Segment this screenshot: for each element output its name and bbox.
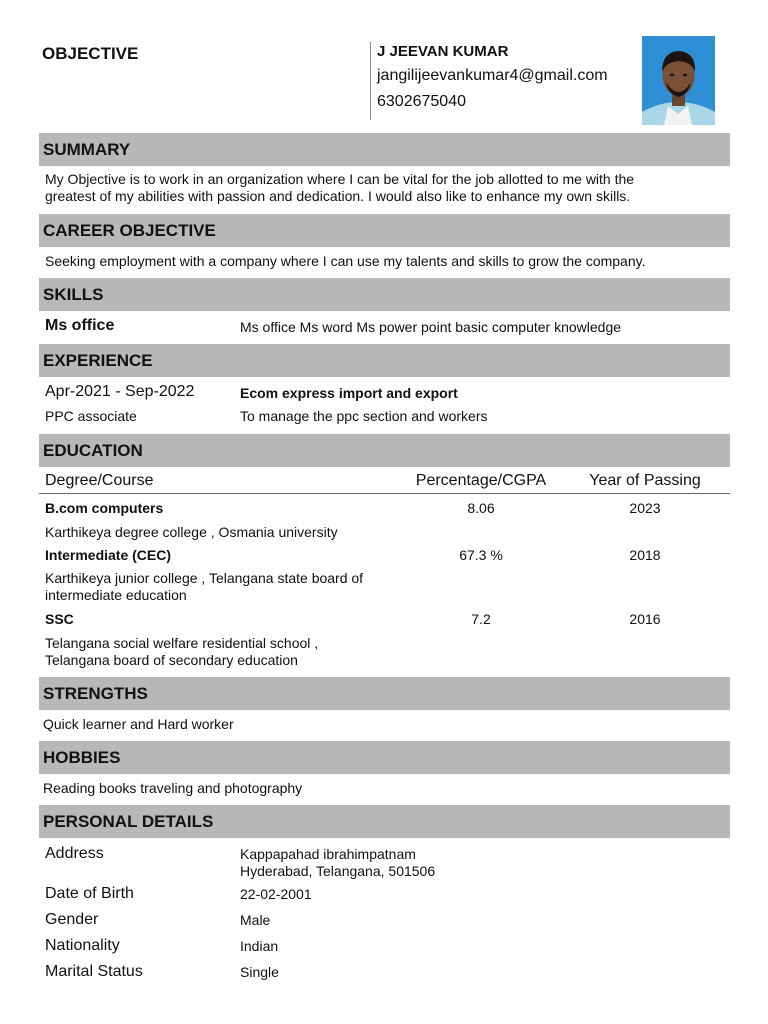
address-line-2: Hyderabad, Telangana, 501506 <box>240 863 436 879</box>
marital-status-value: Single <box>240 964 279 980</box>
candidate-name: J JEEVAN KUMAR <box>377 43 509 60</box>
candidate-phone: 6302675040 <box>377 93 466 110</box>
career-objective-heading: CAREER OBJECTIVE <box>39 214 730 247</box>
education-institution-line-1: Karthikeya junior college , Telangana state board of <box>45 570 364 586</box>
education-percentage: 8.06 <box>467 500 495 516</box>
education-degree: SSC <box>45 611 74 627</box>
experience-role: PPC associate <box>45 408 137 424</box>
profile-photo <box>642 36 715 125</box>
education-year: 2023 <box>629 500 661 516</box>
education-year: 2018 <box>629 547 661 563</box>
career-objective-text: Seeking employment with a company where I can use my talents and skills to grow the company. <box>45 253 646 269</box>
gender-value: Male <box>240 912 271 928</box>
summary-heading: SUMMARY <box>39 133 730 166</box>
education-institution-line-1: Karthikeya degree college , Osmania university <box>45 524 338 540</box>
education-year: 2016 <box>629 611 661 627</box>
strengths-heading: STRENGTHS <box>39 677 730 710</box>
education-institution-line-2: intermediate education <box>45 587 187 603</box>
education-degree: Intermediate (CEC) <box>45 547 172 563</box>
summary-text-line-1: My Objective is to work in an organization where I can be vital for the job allotted to me with the <box>45 171 635 187</box>
strengths-text: Quick learner and Hard worker <box>43 716 234 732</box>
hobbies-text: Reading books traveling and photography <box>43 780 303 796</box>
skills-label: Ms office <box>45 317 115 334</box>
marital-status-label: Marital Status <box>45 963 143 980</box>
nationality-label: Nationality <box>45 937 120 954</box>
dob-value: 22-02-2001 <box>240 886 312 902</box>
skills-heading: SKILLS <box>39 278 730 311</box>
education-header-year: Year of Passing <box>589 472 701 489</box>
dob-label: Date of Birth <box>45 885 134 902</box>
experience-description: To manage the ppc section and workers <box>240 408 488 424</box>
gender-label: Gender <box>45 911 99 928</box>
address-label: Address <box>45 845 104 862</box>
education-degree: B.com computers <box>45 500 164 516</box>
nationality-value: Indian <box>240 938 279 954</box>
hobbies-heading: HOBBIES <box>39 741 730 774</box>
education-heading: EDUCATION <box>39 434 730 467</box>
candidate-email: jangilijeevankumar4@gmail.com <box>377 67 608 84</box>
experience-heading: EXPERIENCE <box>39 344 730 377</box>
education-header-percentage: Percentage/CGPA <box>415 472 547 489</box>
education-header-degree: Degree/Course <box>45 472 154 489</box>
education-institution-line-1: Telangana social welfare residential school , <box>45 635 319 651</box>
experience-company: Ecom express import and export <box>240 385 458 401</box>
education-institution-line-2: Telangana board of secondary education <box>45 652 298 668</box>
skills-value: Ms office Ms word Ms power point basic computer knowledge <box>240 319 622 335</box>
objective-heading: OBJECTIVE <box>42 44 139 63</box>
education-percentage: 67.3 % <box>459 547 503 563</box>
personal-details-heading: PERSONAL DETAILS <box>39 805 730 838</box>
address-line-1: Kappapahad ibrahimpatnam <box>240 846 416 862</box>
summary-text-line-2: greatest of my abilities with passion and dedication. I would also like to enhance my own skills. <box>45 188 631 204</box>
education-percentage: 7.2 <box>471 611 491 627</box>
education-header-rule <box>39 493 730 494</box>
header-divider <box>370 42 371 120</box>
experience-period: Apr-2021 - Sep-2022 <box>45 383 195 400</box>
